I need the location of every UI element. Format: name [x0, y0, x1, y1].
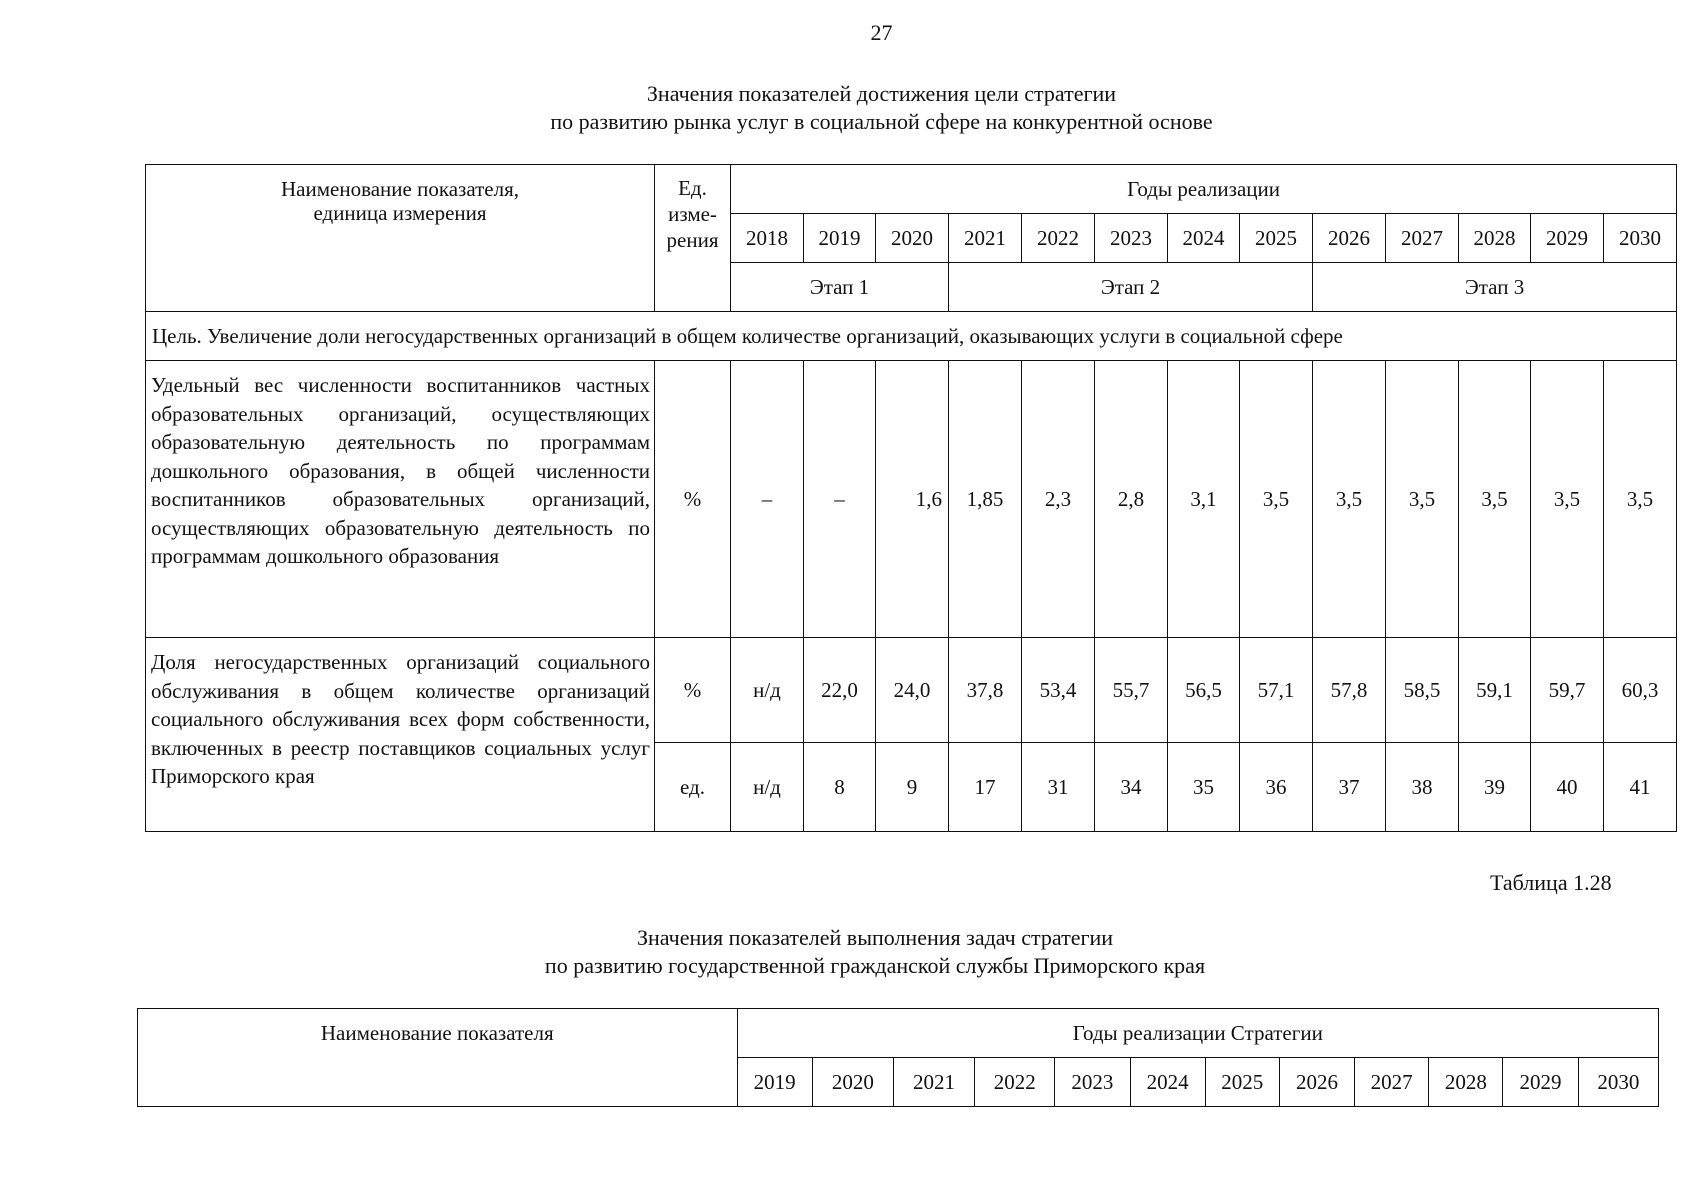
table2-title-line1: Значения показателей выполнения задач стратегии [636, 925, 1114, 950]
year-header: 2022 [975, 1058, 1055, 1107]
value-cell: 58,5 [1386, 638, 1459, 743]
table1-title-line2: по развитию рынка услуг в социальной сфере на конкурентной основе [550, 109, 1213, 134]
year-header: 2027 [1386, 214, 1459, 263]
year-header: 2028 [1429, 1058, 1503, 1107]
value-cell: 37 [1313, 743, 1386, 832]
stage-header: Этап 1 [731, 263, 949, 312]
value-cell: 34 [1095, 743, 1168, 832]
value-cell: 3,5 [1386, 361, 1459, 638]
year-header: 2025 [1240, 214, 1313, 263]
table2-title [0, 924, 1701, 980]
value-cell: 3,1 [1168, 361, 1240, 638]
stage-header: Этап 3 [1313, 263, 1677, 312]
indicators-goal-table [145, 164, 1677, 832]
value-cell: 9 [876, 743, 949, 832]
year-header: 2028 [1459, 214, 1531, 263]
value-cell: 3,5 [1313, 361, 1386, 638]
value-cell: 8 [804, 743, 876, 832]
year-header: 2026 [1279, 1058, 1354, 1107]
value-cell: 1,85 [949, 361, 1022, 638]
value-cell: 40 [1531, 743, 1604, 832]
unit-cell: % [655, 638, 731, 743]
year-header: 2024 [1168, 214, 1240, 263]
value-cell: 55,7 [1095, 638, 1168, 743]
year-header: 2026 [1313, 214, 1386, 263]
value-cell: 57,1 [1240, 638, 1313, 743]
unit-cell: ед. [655, 743, 731, 832]
year-header: 2029 [1531, 214, 1604, 263]
year-header: 2018 [731, 214, 804, 263]
value-cell: 3,5 [1459, 361, 1531, 638]
value-cell: 39 [1459, 743, 1531, 832]
value-cell: – [804, 361, 876, 638]
year-header: 2030 [1604, 214, 1677, 263]
header-indicator-name: Наименование показателя [138, 1009, 738, 1107]
value-cell: 56,5 [1168, 638, 1240, 743]
value-cell: 17 [949, 743, 1022, 832]
year-header: 2029 [1503, 1058, 1578, 1107]
value-cell: 2,8 [1095, 361, 1168, 638]
year-header: 2020 [812, 1058, 893, 1107]
value-cell: н/д [731, 743, 804, 832]
header-indicator-name [146, 165, 655, 312]
value-cell: 57,8 [1313, 638, 1386, 743]
year-header: 2021 [949, 214, 1022, 263]
value-cell: 59,7 [1531, 638, 1604, 743]
page-number: 27 [870, 20, 893, 45]
indicators-tasks-table [137, 1008, 1659, 1107]
value-cell: 36 [1240, 743, 1313, 832]
header-unit [655, 165, 731, 312]
goal-row: Цель. Увеличение доли негосударственных организаций в общем количестве организаций, оказывающих услуги в социальной сфере [146, 312, 1677, 361]
value-cell: 2,3 [1022, 361, 1095, 638]
header-name-line2: единица измерения [313, 201, 487, 225]
value-cell: 59,1 [1459, 638, 1531, 743]
year-header: 2030 [1578, 1058, 1658, 1107]
year-header: 2019 [737, 1058, 812, 1107]
year-header: 2027 [1355, 1058, 1429, 1107]
year-header: 2024 [1130, 1058, 1205, 1107]
year-header: 2020 [876, 214, 949, 263]
value-cell: 38 [1386, 743, 1459, 832]
header-years-title: Годы реализации [731, 165, 1677, 214]
value-cell: 31 [1022, 743, 1095, 832]
header-unit-line2: изме- [668, 202, 717, 226]
value-cell: н/д [731, 638, 804, 743]
stage-header: Этап 2 [949, 263, 1313, 312]
table1-title-line1: Значения показателей достижения цели стратегии [646, 81, 1117, 106]
indicator-name: Удельный вес численности воспитанников частных образовательных организаций, осуществляющих образовательную деятельность по программам дошкольного образования, в общей численности воспитанников образовательных организаций, осуществляющих образовательную деятельность по программам дошкольного образования [146, 361, 655, 638]
table2-title-line2: по развитию государственной гражданской службы Приморского края [544, 953, 1206, 978]
year-header: 2019 [804, 214, 876, 263]
table1-title [0, 80, 1701, 136]
year-header: 2025 [1205, 1058, 1279, 1107]
table-row [146, 361, 1677, 638]
value-cell: 3,5 [1531, 361, 1604, 638]
value-cell: 22,0 [804, 638, 876, 743]
table-number-label: Таблица 1.28 [1490, 870, 1612, 895]
value-cell: 3,5 [1604, 361, 1677, 638]
unit-cell: % [655, 361, 731, 638]
value-cell: 41 [1604, 743, 1677, 832]
year-header: 2021 [893, 1058, 974, 1107]
value-cell: 60,3 [1604, 638, 1677, 743]
header-unit-line3: рения [666, 228, 719, 252]
value-cell: 24,0 [876, 638, 949, 743]
indicator-name: Доля негосударственных организаций социального обслуживания в общем количестве организаций социального обслуживания всех форм собственности, включенных в реестр поставщиков социальных услуг Приморского края [146, 638, 655, 832]
value-cell: 35 [1168, 743, 1240, 832]
value-cell: 1,6 [876, 361, 949, 638]
value-cell: 37,8 [949, 638, 1022, 743]
header-name-line1: Наименование показателя, [281, 177, 519, 201]
year-header: 2022 [1022, 214, 1095, 263]
year-header: 2023 [1095, 214, 1168, 263]
value-cell: 3,5 [1240, 361, 1313, 638]
header-unit-line1: Ед. [678, 176, 707, 200]
value-cell: 53,4 [1022, 638, 1095, 743]
year-header: 2023 [1055, 1058, 1130, 1107]
table-row [146, 638, 1677, 743]
value-cell: – [731, 361, 804, 638]
header-years-title: Годы реализации Стратегии [737, 1009, 1658, 1058]
